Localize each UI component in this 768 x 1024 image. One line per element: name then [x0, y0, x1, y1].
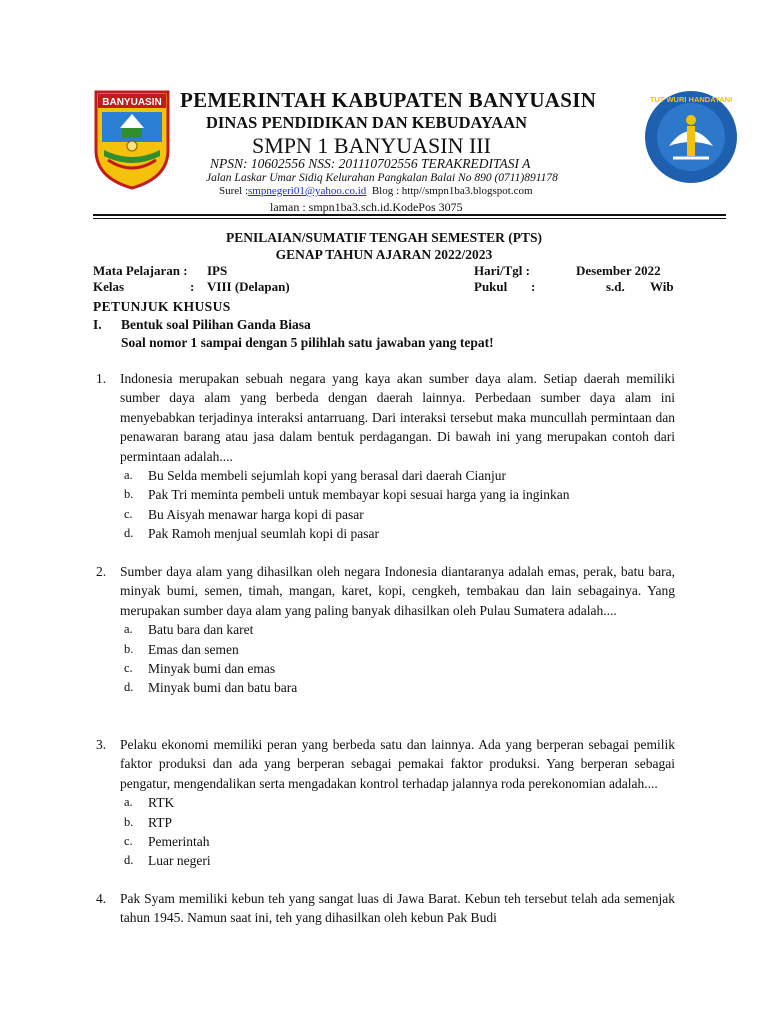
- option-label: c.: [124, 834, 133, 848]
- logo-left-text: BANYUASIN: [102, 97, 162, 108]
- option-text: Luar negeri: [148, 853, 211, 869]
- subject-value: IPS: [207, 263, 228, 278]
- time-colon: :: [531, 279, 536, 294]
- option-text: Pak Ramoh menjual seumlah kopi di pasar: [148, 526, 379, 542]
- banyuasin-regency-logo: [92, 90, 172, 190]
- question-1: [96, 369, 675, 544]
- question-3: [96, 735, 675, 871]
- question-2: [96, 562, 675, 698]
- department-title: DINAS PENDIDIKAN DAN KEBUDAYAAN: [206, 113, 528, 132]
- date-value: Desember 2022: [576, 263, 661, 278]
- question-text: Pak Syam memiliki kebun teh yang sangat luas di Jawa Barat. Kebun teh tersebut telah ada semenjak tahun 1945. Namun saat ini, teh yang dihasilkan oleh kebun Pak Budi: [120, 891, 675, 926]
- option-d[interactable]: [120, 851, 675, 870]
- question-number: 3.: [96, 737, 107, 752]
- subject-label: Mata Pelajaran :: [93, 263, 188, 278]
- class-label: Kelas: [93, 279, 125, 294]
- option-text: Minyak bumi dan emas: [148, 661, 276, 676]
- question-number: 2.: [96, 564, 107, 579]
- header-divider-thin: [93, 218, 726, 219]
- date-label: Hari/Tgl :: [474, 263, 530, 278]
- time-sd: s.d.: [606, 279, 625, 294]
- class-colon: :: [190, 279, 195, 294]
- section-title: Bentuk soal Pilihan Ganda Biasa: [121, 317, 311, 332]
- question-number: 4.: [96, 891, 107, 906]
- exam-title: PENILAIAN/SUMATIF TENGAH SEMESTER (PTS): [226, 230, 542, 245]
- option-a[interactable]: [120, 793, 675, 812]
- option-text: Minyak bumi dan batu bara: [148, 680, 298, 696]
- option-b[interactable]: [120, 640, 675, 659]
- option-label: b.: [124, 814, 134, 829]
- option-label: a.: [124, 468, 133, 483]
- question-4: [96, 889, 675, 928]
- option-label: c.: [124, 661, 133, 675]
- option-a[interactable]: [120, 466, 675, 485]
- option-label: a.: [124, 622, 133, 637]
- option-d[interactable]: [120, 678, 675, 697]
- section-number: I.: [93, 317, 102, 332]
- question-text: Indonesia merupakan sebuah negara yang kaya akan sumber daya alam. Setiap daerah memiliki sumber daya alam yang berbeda dengan daerah lainnya. Perbedaan sumber daya alam ini menyebabkan terjadinya interaksi antarruang. Dari interaksi tersebut maka muncullah permintaan dan penawaran barang atau jasa dalam bentuk perdagangan. Di bawah ini yang merupakan contoh dari permintaan adalah....: [120, 371, 675, 464]
- email-label: Surel :: [219, 185, 249, 197]
- government-title: PEMERINTAH KABUPATEN BANYUASIN: [180, 88, 597, 112]
- option-label: a.: [124, 795, 133, 810]
- option-c[interactable]: [120, 832, 675, 851]
- email-link[interactable]: smpnegeri01@yahoo.co.id: [248, 185, 367, 197]
- contact-line: [219, 185, 533, 197]
- option-label: b.: [124, 487, 134, 502]
- option-text: RTK: [148, 795, 175, 811]
- option-text: Emas dan semen: [148, 641, 239, 657]
- option-text: Bu Selda membeli sejumlah kopi yang berasal dari daerah Cianjur: [148, 468, 507, 484]
- option-text: RTP: [148, 814, 172, 830]
- option-label: d.: [124, 853, 134, 868]
- option-a[interactable]: [120, 620, 675, 639]
- tut-wuri-handayani-logo: [643, 86, 739, 188]
- instructions-heading: PETUNJUK KHUSUS: [93, 299, 231, 314]
- npsn-line: NPSN: 10602556 NSS: 201110702556 TERAKREDITASI A: [210, 156, 531, 171]
- option-text: Pak Tri meminta pembeli untuk membayar kopi sesuai harga yang ia inginkan: [148, 487, 570, 503]
- question-text: Pelaku ekonomi memiliki peran yang berbeda satu dan lainnya. Ada yang berperan sebagai pemilik faktor produksi dan ada yang berperan sebagai pemakai faktor produksi. Yang berperan sebagai pengatur, mengendalikan serta mengadakan kontrol terhadap jalannya roda perekonomian adalah....: [120, 737, 675, 791]
- option-label: d.: [124, 526, 134, 541]
- option-list: [120, 620, 675, 698]
- option-label: c.: [124, 506, 133, 521]
- option-b[interactable]: [120, 485, 675, 504]
- class-value: VIII (Delapan): [207, 279, 290, 294]
- option-c[interactable]: [120, 505, 675, 524]
- section-note: Soal nomor 1 sampai dengan 5 pilihlah satu jawaban yang tepat!: [121, 335, 494, 350]
- header-divider-thick: [93, 214, 726, 216]
- option-text: Pemerintah: [148, 834, 210, 849]
- website-line: laman : smpn1ba3.sch.id.KodePos 3075: [270, 200, 463, 214]
- logo-right-text: TUT WURI HANDAYANI: [649, 95, 733, 104]
- option-list: [120, 793, 675, 871]
- blog-text: Blog : http//smpn1ba3.blogspot.com: [371, 185, 533, 197]
- address-line: Jalan Laskar Umar Sidiq Kelurahan Pangkalan Balai No 890 (0711)891178: [206, 172, 558, 184]
- option-list: [120, 466, 675, 544]
- time-wib: Wib: [650, 279, 674, 294]
- option-label: b.: [124, 641, 134, 656]
- option-label: d.: [124, 680, 134, 695]
- question-number: 1.: [96, 371, 107, 386]
- exam-academic-year: GENAP TAHUN AJARAN 2022/2023: [275, 247, 493, 262]
- school-name: SMPN 1 BANYUASIN III: [252, 133, 491, 158]
- time-label: Pukul: [474, 279, 508, 294]
- option-b[interactable]: [120, 813, 675, 832]
- question-text: Sumber daya alam yang dihasilkan oleh negara Indonesia diantaranya adalah emas, perak, batu bara, minyak bumi, semen, timah, mangan, karet, kopi, cengkeh, tembakau dan lain sebagainya. Yang merupakan sumber daya alam yang paling banyak dihasilkan oleh Pulau Sumatera adalah....: [120, 564, 675, 618]
- option-c[interactable]: [120, 659, 675, 678]
- option-d[interactable]: [120, 524, 675, 543]
- option-text: Bu Aisyah menawar harga kopi di pasar: [148, 506, 364, 522]
- option-text: Batu bara dan karet: [148, 622, 254, 638]
